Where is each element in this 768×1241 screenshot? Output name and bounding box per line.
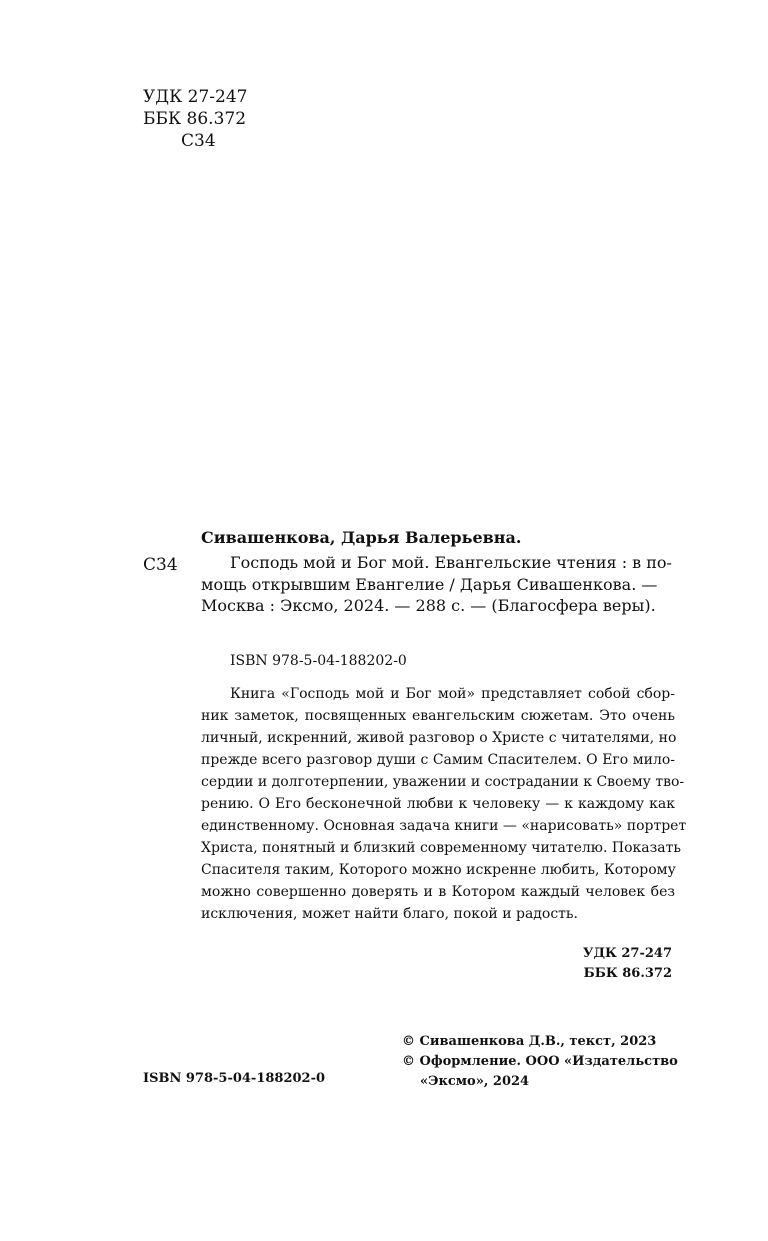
record-bibliographic-description [201, 552, 675, 617]
copyright-text: © Сивашенкова Д.В., текст, 2023 [402, 1034, 657, 1049]
copyright-block [402, 1032, 678, 1092]
header-classification [143, 86, 248, 152]
copyright-design-cont: «Эксмо», 2024 [420, 1074, 530, 1089]
annotation-line: Книга «Господь мой и Бог мой» представляет собой сбор- [230, 686, 675, 702]
record-author-sign: С34 [143, 555, 178, 575]
annotation [201, 683, 687, 925]
annotation-line: можно совершенно доверять и в Котором каждый человек без [201, 884, 675, 900]
annotation-line: личный, искренний, живой разговор о Христе с читателями, но [201, 730, 677, 746]
copyright-design: © Оформление. ООО «Издательство [402, 1054, 678, 1069]
record-isbn: ISBN 978-5-04-188202-0 [230, 653, 407, 669]
annotation-line: единственному. Основная задача книги — «нарисовать» портрет [201, 818, 687, 834]
annotation-line: Спасителя таким, Которого можно искренне любить, Которому [201, 862, 676, 878]
bbk-code-right: ББК 86.372 [583, 966, 672, 981]
annotation-line: исключения, может найти благо, покой и радость. [201, 906, 579, 922]
annotation-line: ник заметок, посвященных евангельским сюжетам. Это очень [201, 708, 675, 724]
annotation-line: Христа, понятный и близкий современному читателю. Показать [201, 840, 681, 856]
biblio-line: Господь мой и Бог мой. Евангельские чтения : в по- [230, 553, 672, 572]
bbk-code: ББК 86.372 [143, 109, 247, 129]
annotation-line: рению. О Его бесконечной любви к человеку — к каждому как [201, 796, 675, 812]
annotation-line: прежде всего разговор души с Самим Спасителем. О Его мило- [201, 752, 675, 768]
udk-code-right: УДК 27-247 [582, 946, 672, 961]
classification-block [583, 944, 672, 984]
biblio-line: Москва : Эксмо, 2024. — 288 с. — (Благосфера веры). [201, 596, 656, 615]
author-sign: С34 [181, 131, 216, 151]
record-author: Сивашенкова, Дарья Валерьевна. [201, 528, 522, 547]
annotation-line: сердии и долготерпении, уважении и сострадании к Своему тво- [201, 774, 685, 790]
biblio-line: мощь открывшим Евангелие / Дарья Сивашенкова. — [201, 574, 658, 594]
udk-code: УДК 27-247 [143, 87, 248, 107]
footer-isbn: ISBN 978-5-04-188202-0 [143, 1071, 326, 1086]
